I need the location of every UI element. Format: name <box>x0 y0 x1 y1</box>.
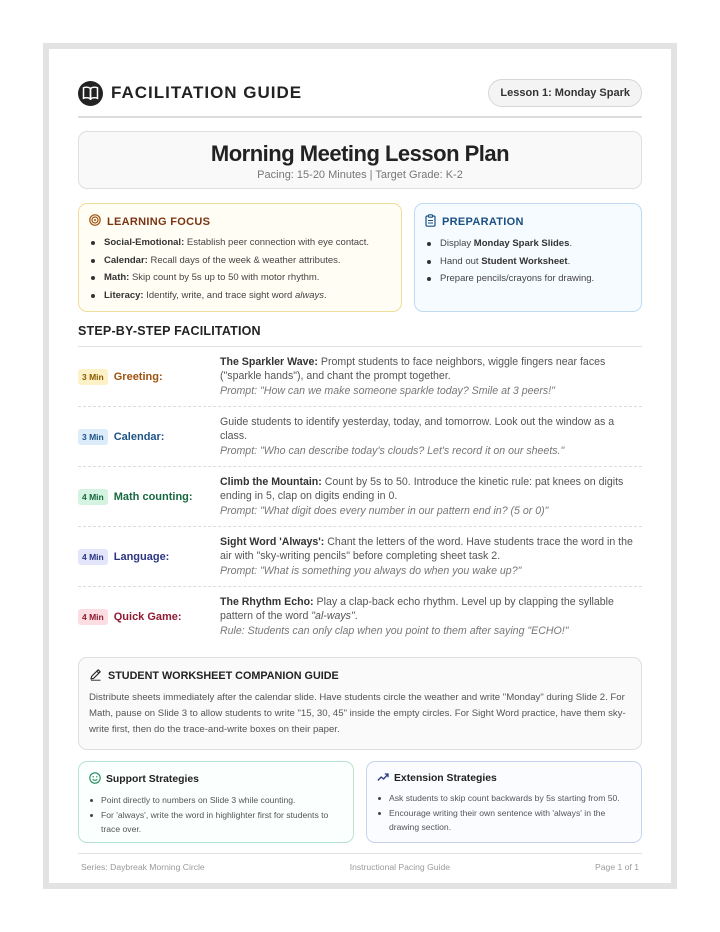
brand <box>78 81 302 106</box>
time-badge: 3 Min <box>78 369 108 385</box>
step-prompt: Prompt: "How can we make someone sparkle today? Smile at 3 peers!" <box>220 384 555 397</box>
strategies-row <box>78 761 642 843</box>
step-prompt: Rule: Students can only clap when you point to them after saying "ECHO!" <box>220 624 569 637</box>
trend-up-icon <box>377 772 389 785</box>
step-description: Sight Word 'Always': Chant the letters of the word. Have students trace the word in the air with "sky-writing pencils" before completing sheet task 2. Prompt: "What is something you always do when you wake up?" <box>220 535 633 577</box>
step-description: Guide students to identify yesterday, today, and tomorrow. Look out the window as a class. Prompt: "Who can describe today's clouds? Let's record it on our sheets." <box>220 415 615 457</box>
page-title: Morning Meeting Lesson Plan <box>210 141 510 166</box>
step-name: Calendar: <box>113 430 165 443</box>
worksheet-heading: STUDENT WORKSHEET COMPANION GUIDE <box>89 668 631 684</box>
target-icon <box>89 214 101 229</box>
title-box <box>78 131 642 189</box>
time-badge: 3 Min <box>78 429 108 445</box>
step-description: The Rhythm Echo: Play a clap-back echo rhythm. Level up by clapping the syllable pattern of the word "al-ways". Rule: Students can only clap when you point to them after saying "ECHO!" <box>220 595 614 637</box>
lesson-badge: Lesson 1: Monday Spark <box>488 79 642 107</box>
preparation-list <box>425 235 631 288</box>
facilitation-heading: STEP-BY-STEP FACILITATION <box>78 324 642 347</box>
brand-title: FACILITATION GUIDE <box>111 83 303 102</box>
step-name: Greeting: <box>113 370 163 383</box>
list-item: Literacy: Identify, write, and trace sight word always. <box>89 287 391 305</box>
step-row-math <box>78 467 642 527</box>
list-item: Ask students to skip count backwards by 5s starting from 50. <box>377 791 631 806</box>
pencil-icon <box>89 668 102 684</box>
step-row-game <box>78 587 642 646</box>
list-item: Calendar: Recall days of the week & weather attributes. <box>89 252 391 270</box>
open-book-icon <box>78 81 103 106</box>
worksheet-text: Distribute sheets immediately after the calendar slide. Have students circle the weather and write "Monday" during Slide 2. For Math, pause on Slide 3 to allow students to write "15, 30, 45" inside the empty circles. For Sight Word practice, have them sky-write first, then do the trace-and-write boxes on their paper. <box>89 692 626 735</box>
worksheet-guide <box>78 657 642 750</box>
list-item: Display Monday Spark Slides. <box>425 235 631 253</box>
preparation-heading: PREPARATION <box>425 214 631 230</box>
footer-center: Instructional Pacing Guide <box>349 862 451 872</box>
extension-heading: Extension Strategies <box>377 772 631 785</box>
time-badge: 4 Min <box>78 609 108 625</box>
clipboard-icon <box>425 214 436 230</box>
step-prompt: Prompt: "Who can describe today's clouds? Let's record it on our sheets." <box>220 444 565 457</box>
time-badge: 4 Min <box>78 549 108 565</box>
list-item: Prepare pencils/crayons for drawing. <box>425 270 631 288</box>
list-item: Encourage writing their own sentence with 'always' in the drawing section. <box>377 806 631 835</box>
step-prompt: Prompt: "What is something you always do when you wake up?" <box>220 564 522 577</box>
footer-series: Series: Daybreak Morning Circle <box>81 862 205 872</box>
step-row-language <box>78 527 642 587</box>
preparation-card <box>414 203 642 312</box>
list-item: For 'always', write the word in highlighter first for students to trace over. <box>89 808 343 837</box>
step-description: The Sparkler Wave: Prompt students to face neighbors, wiggle fingers near faces ("sparkle hands"), and chant the prompt together. Prompt: "How can we make someone sparkle today? Smile at 3 peers!" <box>220 355 606 397</box>
step-name: Quick Game: <box>113 610 182 623</box>
step-row-calendar <box>78 407 642 467</box>
support-heading: Support Strategies <box>89 772 343 787</box>
list-item: Hand out Student Worksheet. <box>425 253 631 271</box>
extension-list <box>377 791 631 835</box>
smile-icon <box>89 772 101 787</box>
extension-strategies-card <box>366 761 642 843</box>
step-name: Language: <box>113 550 170 563</box>
overview-cards <box>78 203 642 312</box>
step-name: Math counting: <box>113 490 193 503</box>
support-strategies-card <box>78 761 354 843</box>
facilitation-steps <box>78 347 642 646</box>
learning-focus-heading: LEARNING FOCUS <box>89 214 391 229</box>
learning-focus-card <box>78 203 402 312</box>
step-row-greeting <box>78 347 642 407</box>
document-content <box>78 78 642 872</box>
time-badge: 4 Min <box>78 489 108 505</box>
list-item: Point directly to numbers on Slide 3 while counting. <box>89 793 343 808</box>
list-item: Social-Emotional: Establish peer connection with eye contact. <box>89 234 391 252</box>
page-footer <box>78 853 642 872</box>
header-divider <box>78 116 642 118</box>
list-item: Math: Skip count by 5s up to 50 with motor rhythm. <box>89 269 391 287</box>
learning-focus-list <box>89 234 391 304</box>
support-list <box>89 793 343 837</box>
step-prompt: Prompt: "What digit does every number in our pattern end in? (5 or 0)" <box>220 504 549 517</box>
step-description: Climb the Mountain: Count by 5s to 50. Introduce the kinetic rule: pat knees on digits ending in 5, clap on digits ending in 0. Prompt: "What digit does every number in our pattern end in? (5 or 0)" <box>220 475 624 517</box>
header <box>78 78 642 108</box>
page-subtitle: Pacing: 15-20 Minutes | Target Grade: K-2 <box>257 169 463 181</box>
footer-page-number: Page 1 of 1 <box>595 862 639 872</box>
